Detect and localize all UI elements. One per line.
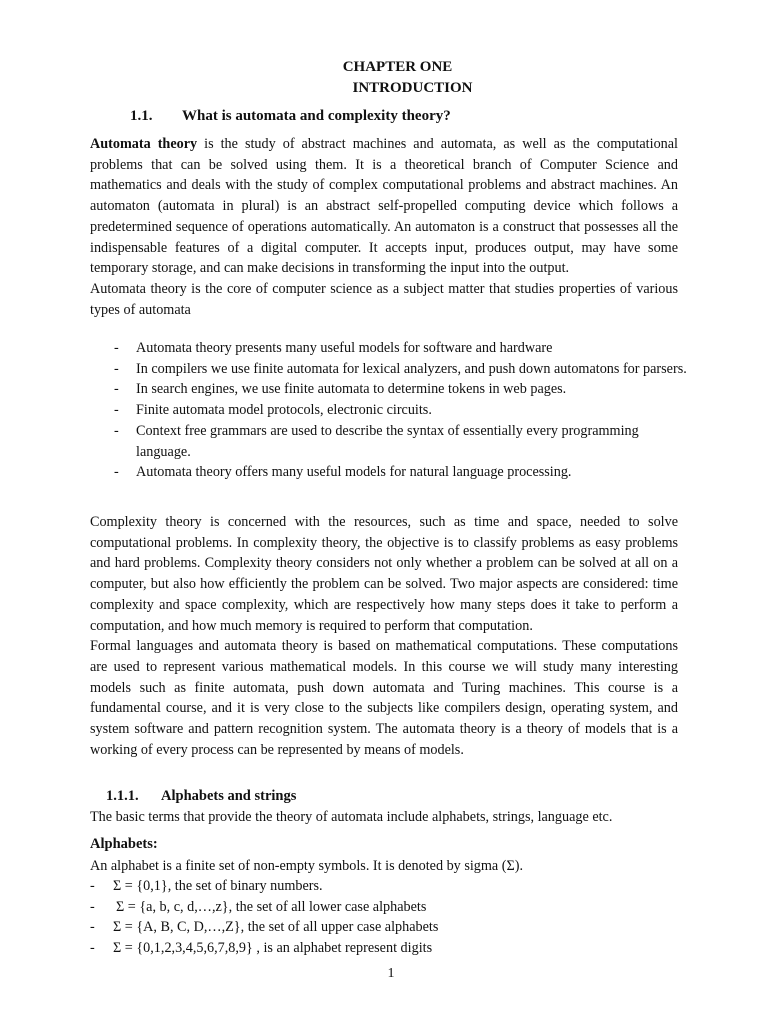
list-item-text: Context free grammars are used to describe the syntax of essentially every programming language. [136,422,639,460]
list-item [90,917,438,938]
chapter-number: CHAPTER ONE [342,59,453,75]
section-heading [130,106,451,126]
chapter-title: INTRODUCTION [352,80,473,96]
automata-theory-paragraph [90,134,678,279]
automata-theory-definition: is the study of abstract machines and automata, as well as the computational problems that can be solved using them. It is a theoretical branch of Computer Science and mathematics and deals with the study of complex computational problems and abstract machines. An automaton (automata in plural) is an abstract self-propelled computing device which follows a predetermined sequence of operations automatically. An automaton is a construct that possesses all the indispensable features of a digital computer. It accepts input, produces output, may have some temporary storage, and can make decisions in transforming the input into the output. [90,136,678,277]
section-title: What is automata and complexity theory? [182,108,451,124]
bullet-dash: - [114,381,119,398]
list-item [90,421,712,462]
subsection-title: Alphabets and strings [161,788,297,804]
complexity-text-block [90,512,678,760]
list-item-text: Automata theory offers many useful models for natural language processing. [136,464,572,481]
list-item-text: In compilers we use finite automata for lexical analyzers, and push down automatons for parsers. [136,360,687,377]
list-item [90,462,712,483]
list-item-text: Σ = {A, B, C, D,…,Z}, the set of all upper case alphabets [113,919,439,935]
chapter-heading [0,57,768,99]
list-item [90,876,438,897]
list-item-text: Automata theory presents many useful models for software and hardware [136,340,553,356]
alphabets-heading: Alphabets: [90,836,158,852]
bullet-dash: - [90,878,95,894]
list-item [90,938,438,959]
list-item-text: Finite automata model protocols, electronic circuits. [136,402,432,419]
bullet-dash: - [114,402,119,419]
bullet-dash: - [114,422,119,439]
bullet-dash: - [114,464,119,481]
list-item [90,379,712,400]
automata-uses-list [90,338,712,483]
page-number: 1 [387,966,395,981]
list-item-text: Σ = {0,1}, the set of binary numbers. [113,878,323,894]
list-item [90,359,712,380]
alphabet-definition: An alphabet is a finite set of non-empty symbols. It is denoted by sigma (Σ). [90,858,524,874]
bullet-dash: - [114,340,119,356]
list-item-text: In search engines, we use finite automata to determine tokens in web pages. [136,381,567,398]
subsection-number: 1.1.1. [106,788,139,804]
list-item [90,400,712,421]
section-number: 1.1. [130,108,153,124]
subsection-heading [106,786,296,806]
bullet-dash: - [90,939,95,956]
formal-languages-paragraph: Formal languages and automata theory is based on mathematical computations. These computations are used to represent various mathematical models. In this course we will study many interesting models such as finite automata, push down automata and Turing machines. This course is a fundamental course, and it is very close to the subjects like compilers design, operating system, and system software and pattern recognition system. The automata theory is a theory of models that is a working of every process can be represented by means of models. [90,638,678,758]
list-item [90,897,438,918]
automata-core-paragraph: Automata theory is the core of computer science as a subject matter that studies properties of various types of automata [90,280,678,318]
list-item-text: Σ = {0,1,2,3,4,5,6,7,8,9} , is an alphabet represent digits [113,939,433,956]
intro-text-block [90,134,678,320]
bullet-dash: - [90,919,95,935]
list-item [90,338,712,359]
complexity-theory-paragraph: Complexity theory is concerned with the resources, such as time and space, needed to solve computational problems. In complexity theory, the objective is to classify problems as easy problems and hard problems. Complexity theory considers not only whether a problem can be solved at all on a computer, but also how efficiently the problem can be solved. Two major aspects are considered: time complexity and space complexity, which are respectively how many steps does it take to perform a computation, and how much memory is required to perform that computation. [90,514,678,634]
basic-terms-text: The basic terms that provide the theory of automata include alphabets, strings, language etc. [90,809,613,825]
alphabet-examples-list [90,876,438,958]
bullet-dash: - [114,360,119,377]
automata-theory-term: Automata theory [90,136,198,152]
list-item-text: Σ = {a, b, c, d,…,z}, the set of all lower case alphabets [116,898,427,915]
bullet-dash: - [90,898,95,915]
